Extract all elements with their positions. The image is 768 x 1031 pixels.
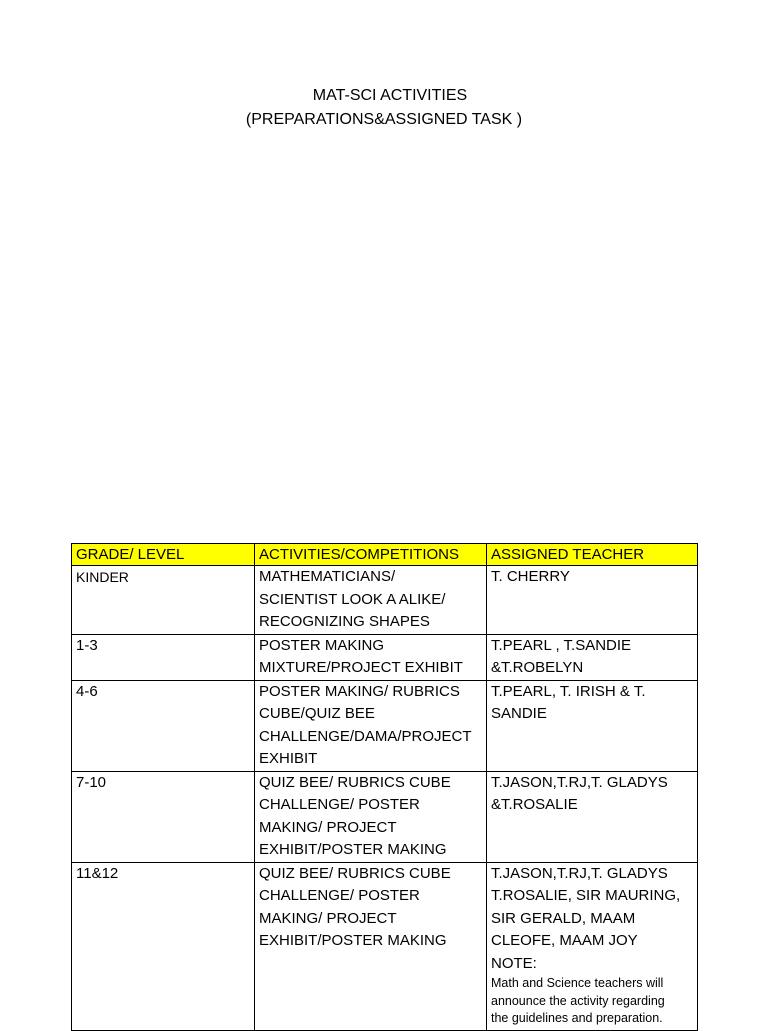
- note-label: NOTE:: [491, 954, 537, 972]
- activity-line: MAKING/ PROJECT: [259, 909, 397, 927]
- teacher-line: T.JASON,T.RJ,T. GLADYS: [491, 864, 668, 882]
- activities-cell: [255, 862, 487, 1030]
- teacher-cell: [487, 862, 698, 1030]
- activity-line: QUIZ BEE/ RUBRICS CUBE: [259, 864, 451, 882]
- title-line-2: (PREPARATIONS&ASSIGNED TASK ): [245, 111, 523, 128]
- teacher-line: T.PEARL , T.SANDIE: [491, 636, 632, 654]
- note-line: announce the activity regarding: [491, 993, 665, 1008]
- teacher-line: T.PEARL, T. IRISH & T.: [491, 682, 646, 700]
- activity-line: CHALLENGE/ POSTER: [259, 887, 420, 904]
- assigned-task-table: [71, 543, 698, 1031]
- activity-line: CUBE/QUIZ BEE: [259, 705, 375, 722]
- header-grade-level: GRADE/ LEVEL: [72, 544, 255, 566]
- note-line: the guidelines and preparation.: [491, 1011, 663, 1025]
- teacher-line: T.ROSALIE, SIR MAURING,: [491, 887, 681, 904]
- activities-cell: [255, 634, 487, 680]
- grade-cell: 4-6: [72, 680, 255, 771]
- activities-cell: [255, 680, 487, 771]
- table-row: [72, 680, 698, 771]
- activity-line: CHALLENGE/ POSTER: [259, 796, 420, 813]
- header-activities: ACTIVITIES/COMPETITIONS: [255, 544, 487, 566]
- teacher-line: CLEOFE, MAAM JOY: [491, 932, 638, 949]
- activity-line: MAKING/ PROJECT: [259, 818, 397, 836]
- grade-cell: 11&12: [72, 862, 255, 1030]
- teacher-line: &T.ROSALIE: [491, 796, 578, 813]
- activity-line: CHALLENGE/DAMA/PROJECT: [259, 727, 472, 745]
- grade-cell: KINDER: [72, 566, 255, 635]
- table-header-row: [72, 544, 698, 566]
- teacher-cell: [487, 680, 698, 771]
- activity-line: RECOGNIZING SHAPES: [259, 613, 430, 630]
- title-line-1: MAT-SCI ACTIVITIES: [312, 87, 468, 104]
- document-title: [0, 84, 768, 132]
- teacher-line: SANDIE: [491, 705, 547, 722]
- teacher-line: T. CHERRY: [491, 568, 570, 585]
- note-line: Math and Science teachers will: [491, 976, 664, 990]
- activities-cell: [255, 771, 487, 862]
- activity-line: MATHEMATICIANS/: [259, 568, 396, 585]
- header-assigned-teacher: ASSIGNED TEACHER: [487, 544, 698, 566]
- activities-cell: [255, 566, 487, 635]
- activity-line: QUIZ BEE/ RUBRICS CUBE: [259, 773, 451, 791]
- activity-line: SCIENTIST LOOK A ALIKE/: [259, 590, 446, 608]
- teacher-line: &T.ROBELYN: [491, 659, 584, 676]
- grade-cell: 1-3: [72, 634, 255, 680]
- grade-cell: 7-10: [72, 771, 255, 862]
- activity-line: EXHIBIT/POSTER MAKING: [259, 841, 447, 858]
- table-row: [72, 771, 698, 862]
- note-text: [491, 975, 693, 1030]
- teacher-cell: [487, 771, 698, 862]
- teacher-cell: [487, 566, 698, 635]
- table-row: [72, 566, 698, 635]
- table-row: [72, 634, 698, 680]
- teacher-line: T.JASON,T.RJ,T. GLADYS: [491, 773, 668, 791]
- teacher-cell: [487, 634, 698, 680]
- activity-line: MIXTURE/PROJECT EXHIBIT: [259, 659, 463, 676]
- teacher-line: SIR GERALD, MAAM: [491, 909, 636, 927]
- activity-line: EXHIBIT/POSTER MAKING: [259, 932, 447, 949]
- activity-line: POSTER MAKING/ RUBRICS: [259, 682, 460, 700]
- activity-line: POSTER MAKING: [259, 636, 385, 654]
- table-row: [72, 862, 698, 1030]
- activity-line: EXHIBIT: [259, 750, 318, 767]
